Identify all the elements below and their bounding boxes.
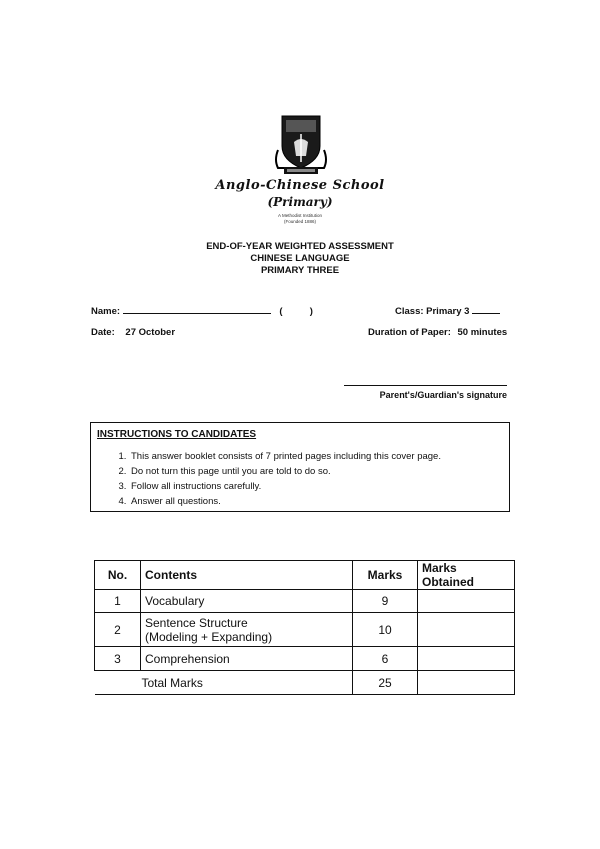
row-contents: Comprehension xyxy=(141,647,353,671)
school-crest-logo xyxy=(270,112,332,178)
total-row xyxy=(95,671,515,695)
signature-label: Parent's/Guardian's signature xyxy=(379,390,507,400)
row-contents xyxy=(141,613,353,647)
total-marks: 25 xyxy=(353,671,418,695)
date-value: 27 October xyxy=(125,327,176,338)
row-contents: Vocabulary xyxy=(141,590,353,613)
name-label: Name: xyxy=(91,306,121,317)
instruction-item: 4. Answer all questions. xyxy=(129,494,441,509)
row-no: 1 xyxy=(95,590,141,613)
row-marks-obtained-cell[interactable] xyxy=(418,590,515,613)
instruction-item: 3. Follow all instructions carefully. xyxy=(129,479,441,494)
row-no: 2 xyxy=(95,613,141,647)
level-title: PRIMARY THREE xyxy=(260,265,340,276)
instructions-box xyxy=(90,422,510,512)
signature-line[interactable] xyxy=(344,385,507,386)
total-label: Total Marks xyxy=(95,671,353,695)
register-paren-open: ( xyxy=(279,306,283,317)
duration-field xyxy=(368,327,507,338)
class-line[interactable] xyxy=(472,304,500,314)
row-contents-line1: Sentence Structure xyxy=(145,615,248,630)
class-field[interactable] xyxy=(395,304,500,317)
duration-value: 50 minutes xyxy=(457,327,508,338)
instructions-title: INSTRUCTIONS TO CANDIDATES xyxy=(97,429,257,440)
instruction-item: 2. Do not turn this page until you are told to do so. xyxy=(129,464,441,479)
total-marks-obtained-cell[interactable] xyxy=(418,671,515,695)
row-marks-obtained-cell[interactable] xyxy=(418,647,515,671)
table-row xyxy=(95,647,515,671)
instructions-list xyxy=(91,449,441,509)
table-row xyxy=(95,613,515,647)
duration-label: Duration of Paper: xyxy=(368,327,451,338)
row-no: 3 xyxy=(95,647,141,671)
header-marks: Marks xyxy=(353,561,418,590)
date-field xyxy=(91,327,175,338)
name-field[interactable] xyxy=(91,304,313,317)
header-marks-obtained: Marks Obtained xyxy=(418,561,515,590)
date-label: Date: xyxy=(91,327,115,338)
school-founded-line: (Founded 1886) xyxy=(283,219,317,224)
register-paren-close: ) xyxy=(309,306,313,317)
header-contents: Contents xyxy=(141,561,353,590)
row-marks: 9 xyxy=(353,590,418,613)
row-contents-line2: (Modeling + Expanding) xyxy=(145,629,273,644)
row-marks: 10 xyxy=(353,613,418,647)
school-name: Anglo-Chinese School xyxy=(215,178,385,193)
name-line[interactable] xyxy=(123,304,271,314)
school-subtitle: (Primary) xyxy=(267,195,333,209)
class-label: Class: Primary 3 xyxy=(395,306,470,317)
school-motto-line: A Methodist Institution xyxy=(277,213,323,218)
table-row xyxy=(95,590,515,613)
row-marks-obtained-cell[interactable] xyxy=(418,613,515,647)
row-marks: 6 xyxy=(353,647,418,671)
header-no: No. xyxy=(95,561,141,590)
marks-table xyxy=(94,560,515,695)
instruction-item: 1. This answer booklet consists of 7 printed pages including this cover page. xyxy=(129,449,441,464)
subject-title: CHINESE LANGUAGE xyxy=(250,253,350,264)
table-header-row xyxy=(95,561,515,590)
assessment-title: END-OF-YEAR WEIGHTED ASSESSMENT xyxy=(206,241,394,252)
